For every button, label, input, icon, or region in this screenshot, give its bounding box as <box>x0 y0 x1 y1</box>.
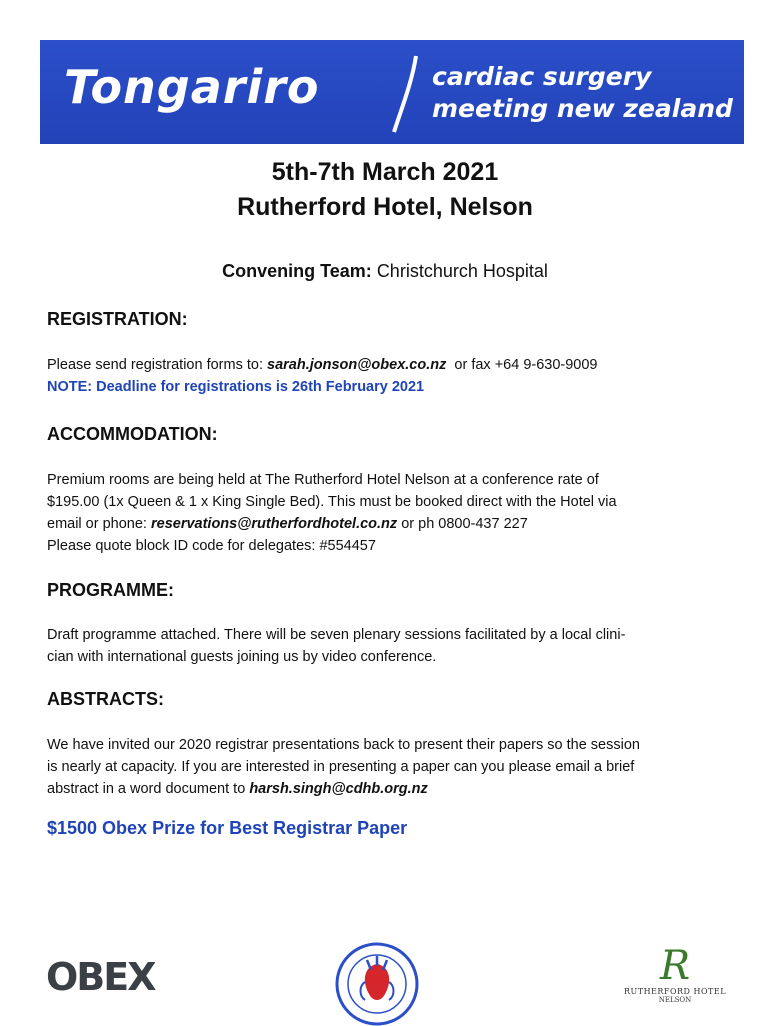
event-venue: Rutherford Hotel, Nelson <box>237 193 533 221</box>
abstracts-text <box>47 734 727 800</box>
programme-text <box>47 624 727 668</box>
obex-logo <box>46 956 166 996</box>
hotel-logo-name: RUTHERFORD HOTEL <box>623 987 727 996</box>
registration-line <box>47 354 727 376</box>
accommodation-line-2: $195.00 (1x Queen & 1 x King Single Bed). This must be booked direct with the Hotel via <box>47 494 617 510</box>
programme-line-2: cian with international guests joining us by video conference. <box>47 649 437 665</box>
hotel-logo-city: NELSON <box>658 996 692 1004</box>
abstracts-email-link[interactable]: harsh.singh@cdhb.org.nz <box>249 781 428 797</box>
banner-line2: meeting new zealand <box>432 94 733 123</box>
abstracts-line-3 <box>47 778 727 800</box>
banner-line1: cardiac surgery <box>432 62 652 91</box>
abstracts-email-prefix: abstract in a word document to <box>47 781 246 797</box>
event-date: 5th-7th March 2021 <box>271 158 499 186</box>
accommodation-email-prefix: email or phone: <box>47 516 147 532</box>
accommodation-phone: or ph 0800-437 227 <box>401 516 528 532</box>
accommodation-line-3 <box>47 513 727 535</box>
convening-team <box>0 261 770 282</box>
accommodation-line-1: Premium rooms are being held at The Rutherford Hotel Nelson at a conference rate of <box>47 472 599 488</box>
registration-fax: or fax +64 9-630-9009 <box>454 357 598 373</box>
programme-line-1: Draft programme attached. There will be seven plenary sessions facilitated by a local clini- <box>47 627 626 643</box>
accommodation-line-4: Please quote block ID code for delegates: #554457 <box>47 538 376 554</box>
registration-prefix: Please send registration forms to: <box>47 357 263 373</box>
rutherford-hotel-logo <box>622 945 728 1004</box>
banner-slash-icon <box>386 52 426 136</box>
accommodation-email-link[interactable]: reservations@rutherfordhotel.co.nz <box>150 516 398 532</box>
registration-heading: REGISTRATION: <box>47 309 188 329</box>
abstracts-line-1: We have invited our 2020 registrar presentations back to present their papers so the session <box>47 737 640 753</box>
header-banner <box>40 40 744 144</box>
abstracts-line-2: is nearly at capacity. If you are interested in presenting a paper can you please email a brief <box>47 759 635 775</box>
hotel-monogram-icon: R <box>659 943 691 989</box>
accommodation-text <box>47 469 727 557</box>
programme-heading: PROGRAMME: <box>47 580 174 600</box>
convening-value: Christchurch Hospital <box>376 261 548 281</box>
registration-text <box>47 354 727 398</box>
registration-email-link[interactable]: sarah.jonson@obex.co.nz <box>267 357 447 373</box>
registration-note: NOTE: Deadline for registrations is 26th February 2021 <box>47 379 425 395</box>
prize-heading: $1500 Obex Prize for Best Registrar Paper <box>47 818 408 838</box>
obex-logo-text: OBEX <box>46 956 155 996</box>
convening-label: Convening Team: <box>222 261 372 281</box>
abstracts-heading: ABSTRACTS: <box>47 689 164 709</box>
banner-brand: Tongariro <box>64 60 320 114</box>
accommodation-heading: ACCOMMODATION: <box>47 424 218 444</box>
surgeons-society-seal-icon <box>335 942 419 1026</box>
